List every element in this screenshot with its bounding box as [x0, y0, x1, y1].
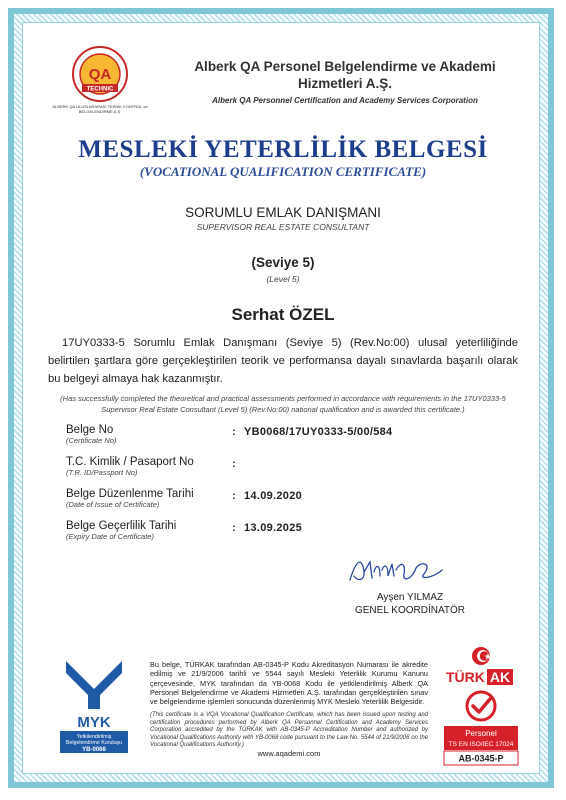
company-name-tr-line2: Hizmetleri A.Ş. — [297, 76, 393, 91]
turkak-name-part2: AK — [489, 669, 511, 685]
company-name-en: Alberk QA Personnel Certification and Academy Services Corporation — [212, 96, 478, 105]
field-label: T.C. Kimlik / Pasaport No — [66, 456, 194, 468]
level-tr: (Seviye 5) — [251, 255, 315, 270]
field-sublabel: (Date of Issue of Certificate) — [66, 500, 160, 509]
field-label: Belge Düzenlenme Tarihi — [66, 488, 194, 500]
field-sublabel: (Certificate No) — [66, 436, 117, 445]
signature — [346, 550, 446, 590]
certificate-title: MESLEKİ YETERLİLİK BELGESİ — [78, 136, 488, 163]
company-name-tr — [165, 58, 525, 92]
field-issue-date — [66, 488, 194, 509]
field-value-certificate-no: YB0068/17UY0333-5/00/584 — [244, 426, 393, 438]
field-id-no — [66, 456, 194, 477]
myk-badge-line1: Yetkilendirilmiş — [76, 734, 112, 740]
statement-tr: 17UY0333-5 Sorumlu Emlak Danışmanı (Seviye 5) (Rev.No:00) ulusal yeterliliğinde belirtilen şartlara göre gerçekleştirilen teorik ve performansa dayalı sınavlarda başarılı olarak bu belgeyi almaya hak kazanmıştır. — [48, 337, 518, 385]
myk-logo — [58, 655, 130, 755]
field-separator: : — [232, 522, 236, 534]
holder-name: Serhat ÖZEL — [231, 305, 335, 324]
field-sublabel: (Expiry Date of Certificate) — [66, 532, 154, 541]
signatory-name: Ayşen YILMAZ — [376, 592, 444, 603]
certificate-subtitle: (VOCATIONAL QUALIFICATION CERTIFICATE) — [139, 164, 427, 179]
turkak-logo — [440, 640, 522, 770]
turkak-name-part1: TÜRK — [446, 669, 485, 685]
field-expiry-date — [66, 520, 176, 541]
qualification-en: SUPERVISOR REAL ESTATE CONSULTANT — [196, 222, 370, 232]
alberk-qa-logo — [70, 46, 130, 102]
qualification-tr: SORUMLU EMLAK DANIŞMANI — [185, 205, 381, 220]
turkak-code: AB-0345-P — [458, 753, 504, 764]
company-name-tr-line1: Alberk QA Personel Belgelendirme ve Akademi — [194, 59, 496, 74]
signatory — [320, 591, 500, 617]
field-separator: : — [232, 458, 236, 470]
field-certificate-no — [66, 424, 116, 445]
myk-badge-code: YB-0068 — [82, 747, 106, 753]
footer-website[interactable]: www.aqademi.com — [257, 749, 321, 758]
myk-name: MYK — [77, 714, 111, 731]
signatory-title: GENEL KOORDİNATÖR — [354, 605, 465, 616]
field-value-expiry-date: 13.09.2025 — [244, 522, 303, 534]
logo-mark: QA — [88, 66, 112, 83]
turkak-category: Personel — [465, 729, 497, 738]
field-separator: : — [232, 490, 236, 502]
footer-text-tr: Bu belge, TÜRKAK tarafından AB-0345-P Kodu Akreditasyon Numarası ile akredite edilmiş ve 21/9/2006 tarihli ve 5544 sayılı Mesleki Yeterlilik Kurumu Kanunu çerçevesinde, MYK tarafından da YB-0068 Kodu ile yetkilendirilmiş Alberk QA Personel Belgelendirme ve Akademi Hizmetleri A.Ş. tarafından gerçekleştirilen sınav ve belgelendirme işlemleri sonucunda düzenlenmiş MYK Mesleki Yeterlilik Belgesidir. — [150, 660, 428, 707]
field-separator: : — [232, 426, 236, 438]
statement-en: (Has successfully completed the theoretical and practical assessments performed in accordance with requirements in the 17UY0333-5 Supervisor Real Estate Consultant (Level 5) (Rev.No:00) national qualification and is awarded this certificate.) — [60, 394, 506, 414]
field-label: Belge No — [66, 424, 114, 436]
field-value-issue-date: 14.09.2020 — [244, 490, 303, 502]
field-label: Belge Geçerlilik Tarihi — [66, 520, 177, 532]
myk-badge-line2: Belgelendirme Kuruluşu — [65, 740, 123, 746]
level-en: (Level 5) — [266, 274, 300, 284]
turkak-standard: TS EN ISO/IEC 17024 — [448, 741, 514, 748]
footer-text-en: (This certificate is a VQA Vocational Qualification Certificate, which has been issued upon testing and certification procedures performed by Alberk QA Personnel Certification and Academy Services Corporation accredited by the TÜRKAK with AB-0345-P Accreditation Number and authorized by Vocational Qualifications Authority with YB-0068 code pursuant to the Law No. 5544 of 21/9/2006 on the Vocational Qualifications Authority.) — [150, 712, 428, 748]
logo-band: TECHNIC — [86, 86, 114, 93]
field-sublabel: (T.R. ID/Passport No) — [66, 468, 138, 477]
logo-caption: ALBERK QA ULUSLARARASI TEKNİK KONTROL ve BELGELENDİRME A.Ş. — [52, 104, 148, 114]
